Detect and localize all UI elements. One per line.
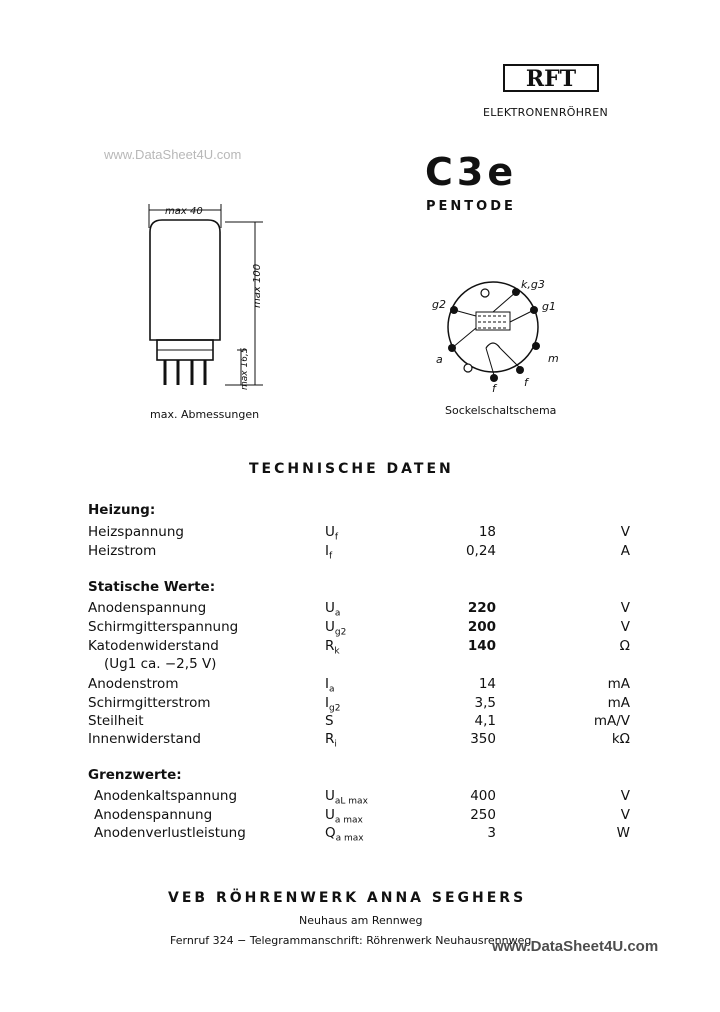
- row-value: 220: [467, 600, 496, 616]
- row-unit: A: [620, 543, 630, 559]
- socket-label-f2: f: [524, 376, 528, 389]
- row-value: 3,5: [474, 695, 496, 711]
- row-symbol: $I_{g2}$: [325, 695, 341, 714]
- table-row: [0, 619, 720, 637]
- row-value: 4,1: [474, 713, 496, 729]
- row-value: 140: [467, 638, 496, 654]
- table-row: [0, 695, 720, 713]
- socket-label-g1: g1: [542, 300, 556, 313]
- row-name: Innenwiderstand: [88, 731, 201, 747]
- watermark-top[interactable]: www.DataSheet4U.com: [104, 147, 242, 162]
- row-value: 18: [478, 524, 496, 540]
- socket-label-f1: f: [492, 382, 496, 395]
- socket-label-m: m: [548, 352, 559, 365]
- table-row-note: [0, 656, 720, 674]
- company-name: VEB RÖHRENWERK ANNA SEGHERS: [168, 890, 527, 906]
- table-row: [0, 788, 720, 806]
- table-row: [0, 638, 720, 656]
- table-row: [0, 825, 720, 843]
- company-contact: Fernruf 324 − Telegrammanschrift: Röhrenwerk Neuhausrennweg: [170, 934, 532, 947]
- row-symbol: $I_a$: [325, 676, 335, 695]
- diameter-label: max 40: [165, 206, 203, 217]
- row-unit: V: [620, 600, 630, 616]
- row-value: 3: [487, 825, 496, 841]
- row-symbol: $U_f$: [325, 524, 339, 543]
- logo-text: RFT: [525, 66, 577, 92]
- row-value: 350: [470, 731, 496, 747]
- table-row: [0, 807, 720, 825]
- row-value: 250: [470, 807, 496, 823]
- table-row: [0, 543, 720, 561]
- tube-type: PENTODE: [426, 199, 516, 214]
- row-unit: V: [620, 807, 630, 823]
- row-value: 14: [478, 676, 496, 692]
- row-unit: V: [620, 619, 630, 635]
- row-name: Steilheit: [88, 713, 144, 729]
- row-note: (Ug1 ca. −2,5 V): [104, 656, 217, 672]
- section-title: TECHNISCHE DATEN: [249, 461, 454, 477]
- row-unit: kΩ: [611, 731, 630, 747]
- watermark-bottom[interactable]: www.DataSheet4U.com: [492, 938, 659, 955]
- socket-caption: Sockelschaltschema: [445, 404, 557, 417]
- row-unit: W: [616, 825, 630, 841]
- row-name: Schirmgitterstrom: [88, 695, 211, 711]
- row-value: 400: [470, 788, 496, 804]
- row-symbol: $I_f$: [325, 543, 333, 562]
- row-symbol: $R_k$: [325, 638, 340, 657]
- tube-name: C3e: [425, 150, 518, 194]
- row-value: 200: [467, 619, 496, 635]
- row-name: Heizstrom: [88, 543, 157, 559]
- row-symbol: S: [325, 713, 334, 729]
- pins-label: max 16,5: [240, 347, 250, 390]
- row-unit: V: [620, 524, 630, 540]
- dimensions-caption: max. Abmessungen: [150, 408, 260, 421]
- group-heizung-title: Heizung:: [88, 502, 156, 518]
- rft-logo: [503, 62, 599, 94]
- table-row: [0, 713, 720, 731]
- row-name: Anodenspannung: [94, 807, 213, 823]
- brand-subtitle: ELEKTRONENRÖHREN: [483, 106, 609, 119]
- row-name: Heizspannung: [88, 524, 184, 540]
- socket-diagram: [428, 270, 568, 395]
- row-symbol: $U_{g2}$: [325, 619, 347, 638]
- row-symbol: $U_{a max}$: [325, 807, 363, 826]
- row-unit: mA: [607, 695, 630, 711]
- table-row: [0, 676, 720, 694]
- socket-label-a: a: [436, 353, 443, 366]
- company-address: Neuhaus am Rennweg: [299, 914, 423, 927]
- height-label: max 100: [252, 263, 263, 308]
- row-symbol: $U_{aL max}$: [325, 788, 368, 807]
- socket-label-kg3: k,g3: [521, 278, 545, 291]
- group-statische-title: Statische Werte:: [88, 579, 216, 595]
- row-name: Anodenverlustleistung: [94, 825, 246, 841]
- row-value: 0,24: [465, 543, 496, 559]
- row-name: Katodenwiderstand: [88, 638, 219, 654]
- row-unit: Ω: [619, 638, 630, 654]
- row-name: Anodenstrom: [88, 676, 179, 692]
- row-name: Schirmgitterspannung: [88, 619, 239, 635]
- row-unit: mA/V: [593, 713, 630, 729]
- row-unit: V: [620, 788, 630, 804]
- socket-label-g2: g2: [432, 298, 446, 311]
- table-row: [0, 731, 720, 749]
- row-symbol: $R_i$: [325, 731, 337, 750]
- row-symbol: $Q_{a max}$: [325, 825, 364, 844]
- row-symbol: $U_a$: [325, 600, 341, 619]
- row-name: Anodenspannung: [88, 600, 207, 616]
- tube-dimension-drawing: [135, 190, 270, 405]
- row-unit: mA: [607, 676, 630, 692]
- table-row: [0, 600, 720, 618]
- group-grenzwerte-title: Grenzwerte:: [88, 767, 182, 783]
- row-name: Anodenkaltspannung: [94, 788, 238, 804]
- table-row: [0, 524, 720, 542]
